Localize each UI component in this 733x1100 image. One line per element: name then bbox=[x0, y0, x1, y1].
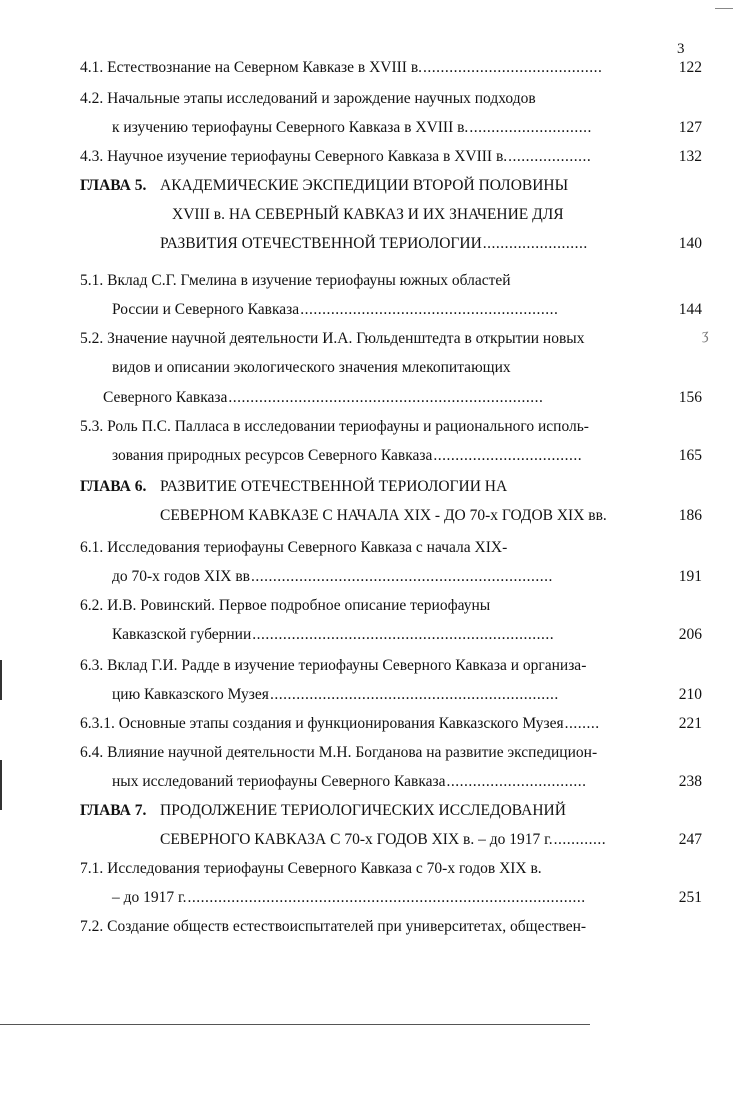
toc-page-number: 247 bbox=[678, 831, 702, 848]
toc-page-number: 156 bbox=[678, 389, 702, 406]
chapter-label: ГЛАВА 7. bbox=[80, 802, 147, 819]
dot-leader: ........................................................... bbox=[300, 301, 559, 318]
dot-leader: ........................................................................ bbox=[228, 389, 544, 406]
dot-leader: ............ bbox=[553, 831, 607, 848]
toc-line-text: цию Кавказского Музея bbox=[112, 686, 269, 703]
toc-line-text: РАЗВИТИЕ ОТЕЧЕСТВЕННОЙ ТЕРИОЛОГИИ НА bbox=[160, 478, 508, 495]
dot-leader: ..................................................................... bbox=[252, 626, 555, 643]
toc-line-text: 5.3. Роль П.С. Палласа в исследовании териофауны и рационального исполь- bbox=[80, 418, 589, 435]
dot-leader: .................................. bbox=[433, 447, 583, 464]
toc-line-text: Кавказской губернии bbox=[112, 626, 252, 643]
toc-page-number: 144 bbox=[678, 301, 702, 318]
toc-line-text: зования природных ресурсов Северного Кавказа bbox=[112, 447, 433, 464]
toc-line-text: России и Северного Кавказа bbox=[112, 301, 300, 318]
scan-edge-mark bbox=[0, 760, 2, 810]
toc-page-number: 210 bbox=[678, 686, 702, 703]
toc-line-text: 4.3. Научное изучение териофауны Северного Кавказа в XVIII в. bbox=[80, 148, 508, 165]
toc-line-text: 4.1. Естествознание на Северном Кавказе в XVIII в. bbox=[80, 59, 423, 76]
toc-line-text: 7.1. Исследования териофауны Северного Кавказа с 70-х годов XIX в. bbox=[80, 860, 542, 877]
dot-leader: ........................................................................................... bbox=[187, 889, 586, 906]
toc-line-text: 5.2. Значение научной деятельности И.А. Гюльденштедта в открытии новых bbox=[80, 330, 585, 347]
toc-page-number: 206 bbox=[678, 626, 702, 643]
toc-line-text: 7.2. Создание обществ естествоиспытателей при университетах, обществен- bbox=[80, 918, 587, 935]
chapter-label: ГЛАВА 5. bbox=[80, 177, 147, 194]
toc-line-text: СЕВЕРНОГО КАВКАЗА С 70-х ГОДОВ XIX в. – до 1917 г. bbox=[160, 831, 553, 848]
toc-line-text: 4.2. Начальные этапы исследований и зарождение научных подходов bbox=[80, 90, 536, 107]
toc-line-text: 6.3. Вклад Г.И. Радде в изучение териофауны Северного Кавказа и организа- bbox=[80, 657, 587, 674]
margin-pencil-mark: ʒ bbox=[700, 326, 710, 344]
toc-page-number: 122 bbox=[678, 59, 702, 76]
dot-leader: ..................................................................... bbox=[250, 568, 553, 585]
bottom-rule bbox=[0, 1024, 590, 1025]
toc-line-text: 5.1. Вклад С.Г. Гмелина в изучение териофауны южных областей bbox=[80, 272, 511, 289]
toc-line-text: до 70-х годов XIX вв bbox=[112, 568, 250, 585]
toc-page-number: 251 bbox=[678, 889, 702, 906]
toc-line-text: 6.2. И.В. Ровинский. Первое подробное описание териофауны bbox=[80, 597, 491, 614]
scan-edge-mark bbox=[715, 8, 733, 9]
toc-line-text: ПРОДОЛЖЕНИЕ ТЕРИОЛОГИЧЕСКИХ ИССЛЕДОВАНИЙ bbox=[160, 802, 566, 819]
toc-page-number: 221 bbox=[678, 715, 702, 732]
toc-page-number: 165 bbox=[678, 447, 702, 464]
toc-line-text: ных исследований териофауны Северного Кавказа bbox=[112, 773, 446, 790]
dot-leader: ............................ bbox=[469, 119, 592, 136]
toc-page-number: 140 bbox=[678, 235, 702, 252]
dot-leader: ........ bbox=[564, 715, 600, 732]
toc-line-text: СЕВЕРНОМ КАВКАЗЕ С НАЧАЛА XIX - ДО 70-х ГОДОВ XIX вв. bbox=[160, 507, 607, 524]
dot-leader: ................................ bbox=[446, 773, 587, 790]
toc-page-number: 132 bbox=[678, 148, 702, 165]
toc-line-text: 6.1. Исследования териофауны Северного Кавказа с начала XIX- bbox=[80, 539, 508, 556]
dot-leader: ........................ bbox=[482, 235, 588, 252]
toc-line-text: к изучению териофауны Северного Кавказа в XVIII в. bbox=[112, 119, 469, 136]
toc-line-text: 6.4. Влияние научной деятельности М.Н. Богданова на развитие экспедицион- bbox=[80, 744, 598, 761]
dot-leader: .................................................................. bbox=[269, 686, 559, 703]
toc-line-text: – до 1917 г. bbox=[112, 889, 187, 906]
toc-page-number: 238 bbox=[678, 773, 702, 790]
toc-line-text: 6.3.1. Основные этапы создания и функционирования Кавказского Музея bbox=[80, 715, 564, 732]
dot-leader: ......................................... bbox=[423, 59, 603, 76]
toc-line-text: АКАДЕМИЧЕСКИЕ ЭКСПЕДИЦИИ ВТОРОЙ ПОЛОВИНЫ bbox=[160, 177, 569, 194]
toc-line-text: Северного Кавказа bbox=[103, 389, 228, 406]
scan-edge-mark bbox=[0, 660, 2, 700]
toc-line-text: РАЗВИТИЯ ОТЕЧЕСТВЕННОЙ ТЕРИОЛОГИИ bbox=[160, 235, 482, 252]
chapter-label: ГЛАВА 6. bbox=[80, 478, 147, 495]
toc-line-text: XVIII в. НА СЕВЕРНЫЙ КАВКАЗ И ИХ ЗНАЧЕНИЕ ДЛЯ bbox=[172, 206, 564, 223]
page-number: 3 bbox=[677, 41, 685, 57]
toc-line-text: видов и описании экологического значения млекопитающих bbox=[112, 359, 511, 376]
toc-page-number: 191 bbox=[678, 568, 702, 585]
toc-page-number: 127 bbox=[678, 119, 702, 136]
dot-leader: ................... bbox=[508, 148, 592, 165]
toc-page-number: 186 bbox=[678, 507, 702, 524]
